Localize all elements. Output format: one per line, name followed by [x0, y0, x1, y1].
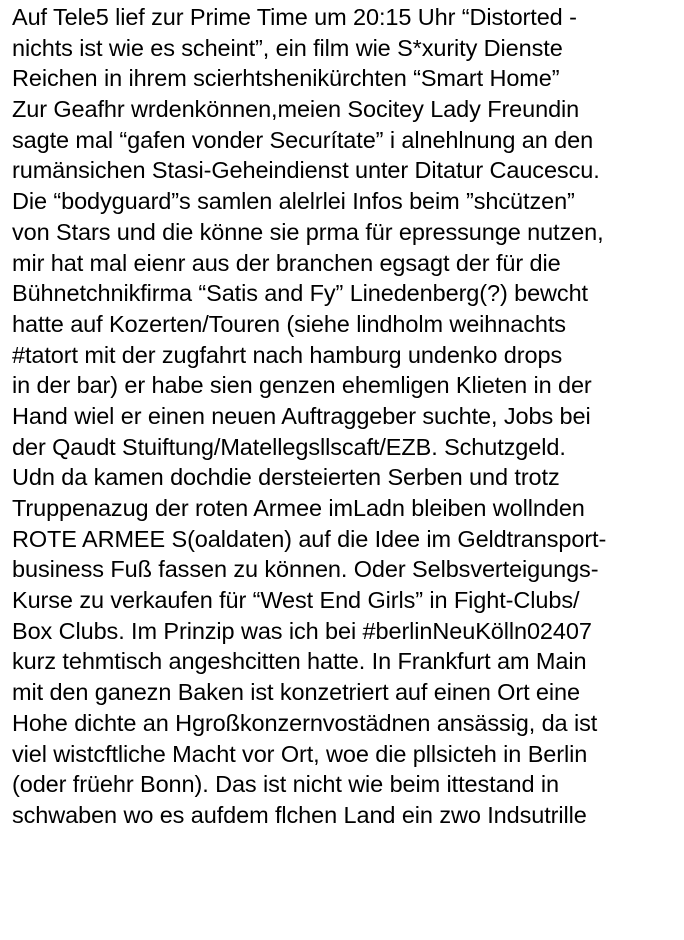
text-line: Bühnetchnikfirma “Satis and Fy” Linedenberg(?) bewcht	[12, 280, 588, 307]
body-text	[12, 2, 680, 831]
text-line: #tatort mit der zugfahrt nach hamburg undenko drops	[12, 341, 563, 368]
text-line: der Qaudt Stuiftung/Matellegsllscaft/EZB. Schutzgeld.	[12, 433, 566, 460]
text-line: Hohe dichte an Hgroßkonzernvostädnen ansässig, da ist	[12, 709, 598, 736]
text-line: Zur Geafhr wrdenkönnen,meien Socitey Lady Freundin	[12, 96, 580, 123]
text-line: business Fuß fassen zu können. Oder Selbsverteigungs-	[12, 556, 599, 583]
text-line: Hand wiel er einen neuen Auftraggeber suchte, Jobs bei	[12, 402, 591, 429]
text-line: von Stars und die könne sie prma für epressunge nutzen,	[12, 218, 604, 245]
text-line: rumänsichen Stasi-Geheindienst unter Ditatur Caucescu.	[12, 157, 600, 184]
text-line: sagte mal “gafen vonder Securítate” i alnehlnung an den	[12, 126, 594, 153]
text-line: Kurse zu verkaufen für “West End Girls” in Fight-Clubs/	[12, 587, 580, 614]
text-line: Udn da kamen dochdie dersteierten Serben und trotz	[12, 464, 560, 491]
text-line: schwaben wo es aufdem flchen Land ein zwo Indsutrille	[12, 801, 587, 828]
text-line: kurz tehmtisch angeshcitten hatte. In Frankfurt am Main	[12, 648, 587, 675]
text-line: mit den ganezn Baken ist konzetriert auf einen Ort eine	[12, 679, 580, 706]
text-line: Truppenazug der roten Armee imLadn bleiben wollnden	[12, 495, 585, 521]
text-line: Die “bodyguard”s samlen alelrlei Infos beim ”shcützen”	[12, 188, 575, 215]
text-line: Reichen in ihrem scierhtshenikürchten “Smart Home”	[12, 65, 560, 92]
text-line: nichts ist wie es scheint”, ein film wie S*xurity Dienste	[12, 34, 563, 61]
text-line: ROTE ARMEE S(oaldaten) auf die Idee im Geldtransport-	[12, 525, 607, 552]
text-line: mir hat mal eienr aus der branchen egsagt der für die	[12, 249, 561, 276]
text-line: viel wistcftliche Macht vor Ort, woe die pllsicteh in Berlin	[12, 740, 588, 767]
text-line: (oder früehr Bonn). Das ist nicht wie beim ittestand in	[12, 771, 560, 798]
text-line: in der bar) er habe sien genzen ehemligen Klieten in der	[12, 372, 592, 399]
text-line: Auf Tele5 lief zur Prime Time um 20:15 Uhr “Distorted -	[12, 4, 577, 30]
text-line: hatte auf Kozerten/Touren (siehe lindholm weihnachts	[12, 310, 566, 337]
text-line: Box Clubs. Im Prinzip was ich bei #berlinNeuKölln02407	[12, 617, 592, 644]
